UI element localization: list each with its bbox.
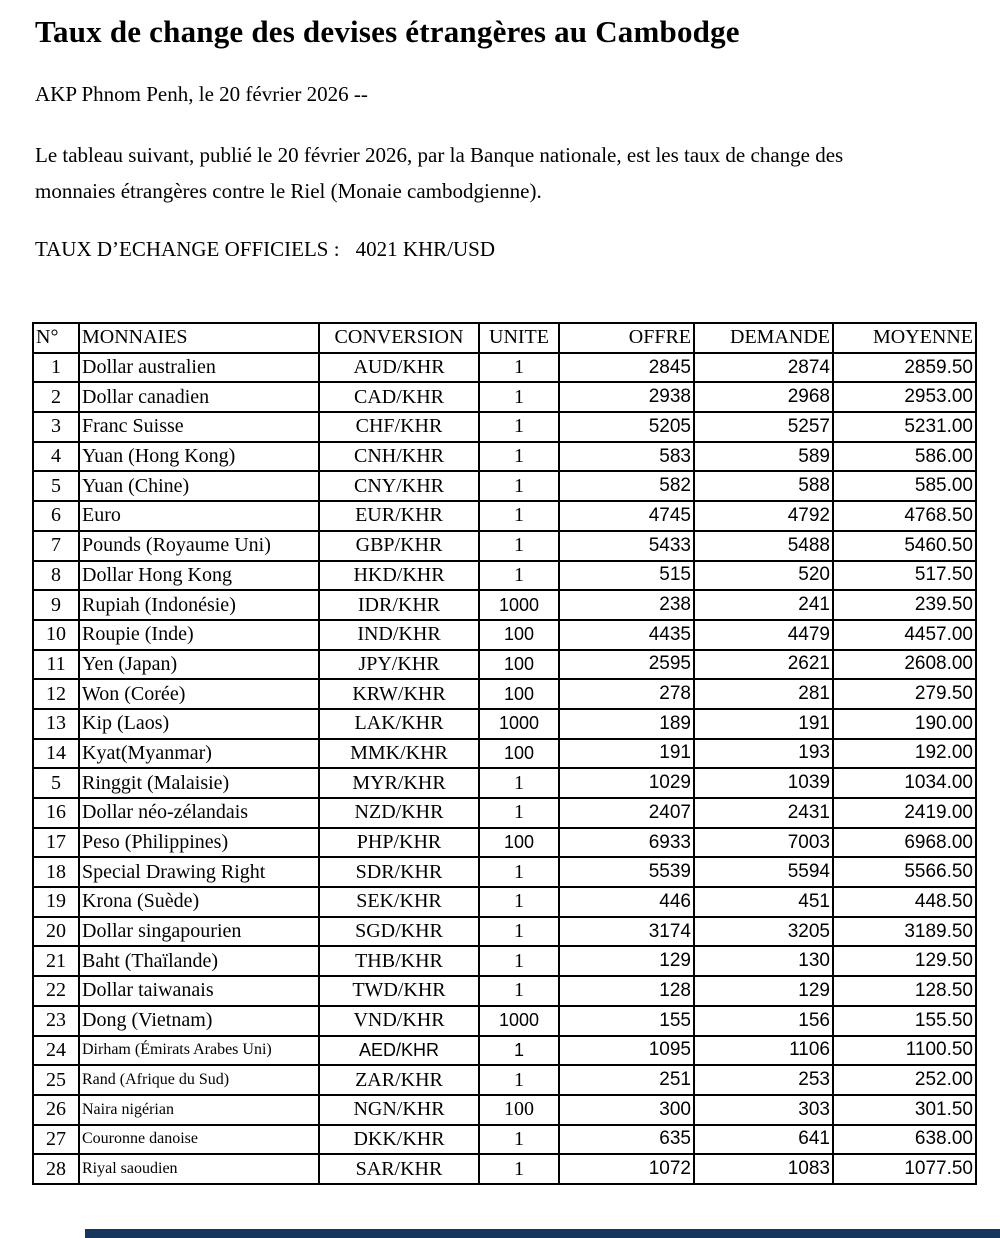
- page-bottom-bar: [85, 1229, 1000, 1238]
- cell-unit: 1: [479, 531, 559, 561]
- table-row: [33, 501, 976, 531]
- cell-offre: 635: [559, 1125, 694, 1155]
- official-rate-label: TAUX D’ECHANGE OFFICIELS :: [35, 237, 340, 261]
- cell-currency-name: Dollar néo-zélandais: [79, 798, 319, 828]
- cell-no: 16: [33, 798, 79, 828]
- cell-offre: 300: [559, 1095, 694, 1125]
- cell-currency-name: Yuan (Chine): [79, 471, 319, 501]
- cell-currency-name: Baht (Thaïlande): [79, 946, 319, 976]
- cell-moyenne: 1034.00: [833, 768, 976, 798]
- cell-conversion: CAD/KHR: [319, 382, 479, 412]
- cell-unit: 1: [479, 353, 559, 383]
- cell-demande: 2874: [694, 353, 833, 383]
- cell-conversion: CNH/KHR: [319, 442, 479, 472]
- cell-conversion: SDR/KHR: [319, 857, 479, 887]
- cell-unit: 1: [479, 946, 559, 976]
- table-row: [33, 679, 976, 709]
- cell-no: 20: [33, 917, 79, 947]
- cell-moyenne: 517.50: [833, 561, 976, 591]
- cell-conversion: MYR/KHR: [319, 768, 479, 798]
- column-header: OFFRE: [559, 323, 694, 353]
- cell-no: 25: [33, 1065, 79, 1095]
- cell-demande: 5488: [694, 531, 833, 561]
- cell-offre: 2845: [559, 353, 694, 383]
- cell-unit: 1: [479, 382, 559, 412]
- cell-offre: 128: [559, 976, 694, 1006]
- cell-unit: 1: [479, 442, 559, 472]
- cell-unit: 100: [479, 650, 559, 680]
- cell-conversion: SEK/KHR: [319, 887, 479, 917]
- table-row: [33, 798, 976, 828]
- cell-unit: 1: [479, 1154, 559, 1184]
- cell-no: 13: [33, 709, 79, 739]
- cell-conversion: GBP/KHR: [319, 531, 479, 561]
- cell-unit: 1: [479, 412, 559, 442]
- table-row: [33, 561, 976, 591]
- cell-demande: 303: [694, 1095, 833, 1125]
- cell-currency-name: Special Drawing Right: [79, 857, 319, 887]
- cell-currency-name: Couronne danoise: [79, 1125, 319, 1155]
- cell-currency-name: Yen (Japan): [79, 650, 319, 680]
- cell-moyenne: 6968.00: [833, 828, 976, 858]
- cell-conversion: EUR/KHR: [319, 501, 479, 531]
- table-row: [33, 620, 976, 650]
- cell-offre: 189: [559, 709, 694, 739]
- cell-moyenne: 279.50: [833, 679, 976, 709]
- cell-unit: 100: [479, 828, 559, 858]
- cell-currency-name: Rupiah (Indonésie): [79, 590, 319, 620]
- table-header-row: [33, 323, 976, 353]
- cell-no: 21: [33, 946, 79, 976]
- cell-offre: 129: [559, 946, 694, 976]
- cell-conversion: AED/KHR: [319, 1036, 479, 1066]
- table-row: [33, 1036, 976, 1066]
- cell-currency-name: Krona (Suède): [79, 887, 319, 917]
- column-header: MONNAIES: [79, 323, 319, 353]
- cell-offre: 446: [559, 887, 694, 917]
- cell-demande: 130: [694, 946, 833, 976]
- cell-unit: 1: [479, 471, 559, 501]
- cell-moyenne: 1100.50: [833, 1036, 976, 1066]
- cell-demande: 520: [694, 561, 833, 591]
- cell-demande: 1083: [694, 1154, 833, 1184]
- table-row: [33, 471, 976, 501]
- cell-unit: 1: [479, 976, 559, 1006]
- cell-unit: 1000: [479, 590, 559, 620]
- cell-offre: 582: [559, 471, 694, 501]
- table-row: [33, 1125, 976, 1155]
- cell-offre: 5205: [559, 412, 694, 442]
- cell-no: 8: [33, 561, 79, 591]
- cell-currency-name: Dirham (Émirats Arabes Uni): [79, 1036, 319, 1066]
- cell-unit: 1: [479, 1125, 559, 1155]
- cell-offre: 155: [559, 1006, 694, 1036]
- table-row: [33, 828, 976, 858]
- cell-unit: 1000: [479, 709, 559, 739]
- cell-currency-name: Dollar Hong Kong: [79, 561, 319, 591]
- table-row: [33, 709, 976, 739]
- table-row: [33, 768, 976, 798]
- cell-unit: 1: [479, 857, 559, 887]
- cell-moyenne: 128.50: [833, 976, 976, 1006]
- table-row: [33, 946, 976, 976]
- cell-currency-name: Yuan (Hong Kong): [79, 442, 319, 472]
- cell-moyenne: 301.50: [833, 1095, 976, 1125]
- table-row: [33, 650, 976, 680]
- cell-no: 23: [33, 1006, 79, 1036]
- cell-moyenne: 2608.00: [833, 650, 976, 680]
- cell-demande: 588: [694, 471, 833, 501]
- cell-offre: 1072: [559, 1154, 694, 1184]
- cell-unit: 100: [479, 739, 559, 769]
- cell-no: 3: [33, 412, 79, 442]
- cell-unit: 1: [479, 768, 559, 798]
- intro-paragraph-line-1: Le tableau suivant, publié le 20 février 2026, par la Banque nationale, est les taux de change des: [35, 143, 844, 167]
- cell-moyenne: 5566.50: [833, 857, 976, 887]
- dateline: AKP Phnom Penh, le 20 février 2026 --: [35, 82, 368, 106]
- cell-unit: 1: [479, 887, 559, 917]
- cell-moyenne: 2859.50: [833, 353, 976, 383]
- cell-moyenne: 192.00: [833, 739, 976, 769]
- cell-demande: 129: [694, 976, 833, 1006]
- cell-no: 19: [33, 887, 79, 917]
- cell-offre: 1095: [559, 1036, 694, 1066]
- cell-no: 28: [33, 1154, 79, 1184]
- table-row: [33, 1006, 976, 1036]
- cell-currency-name: Dong (Vietnam): [79, 1006, 319, 1036]
- cell-moyenne: 2953.00: [833, 382, 976, 412]
- cell-currency-name: Riyal saoudien: [79, 1154, 319, 1184]
- cell-offre: 191: [559, 739, 694, 769]
- cell-unit: 1: [479, 917, 559, 947]
- cell-moyenne: 1077.50: [833, 1154, 976, 1184]
- cell-no: 7: [33, 531, 79, 561]
- cell-conversion: IND/KHR: [319, 620, 479, 650]
- cell-unit: 100: [479, 1095, 559, 1125]
- cell-currency-name: Franc Suisse: [79, 412, 319, 442]
- cell-unit: 1: [479, 1036, 559, 1066]
- cell-unit: 100: [479, 679, 559, 709]
- cell-demande: 7003: [694, 828, 833, 858]
- cell-no: 18: [33, 857, 79, 887]
- table-row: [33, 739, 976, 769]
- cell-currency-name: Naira nigérian: [79, 1095, 319, 1125]
- cell-no: 2: [33, 382, 79, 412]
- cell-conversion: NZD/KHR: [319, 798, 479, 828]
- cell-currency-name: Won (Corée): [79, 679, 319, 709]
- cell-demande: 5594: [694, 857, 833, 887]
- cell-conversion: DKK/KHR: [319, 1125, 479, 1155]
- column-header: UNITE: [479, 323, 559, 353]
- cell-moyenne: 638.00: [833, 1125, 976, 1155]
- cell-offre: 1029: [559, 768, 694, 798]
- cell-currency-name: Euro: [79, 501, 319, 531]
- cell-demande: 451: [694, 887, 833, 917]
- cell-offre: 4435: [559, 620, 694, 650]
- cell-offre: 238: [559, 590, 694, 620]
- cell-offre: 6933: [559, 828, 694, 858]
- cell-offre: 2938: [559, 382, 694, 412]
- cell-conversion: NGN/KHR: [319, 1095, 479, 1125]
- table-row: [33, 1095, 976, 1125]
- table-row: [33, 857, 976, 887]
- cell-demande: 191: [694, 709, 833, 739]
- cell-no: 6: [33, 501, 79, 531]
- cell-no: 22: [33, 976, 79, 1006]
- cell-conversion: TWD/KHR: [319, 976, 479, 1006]
- cell-demande: 2621: [694, 650, 833, 680]
- table-row: [33, 976, 976, 1006]
- cell-no: 4: [33, 442, 79, 472]
- exchange-rate-table: [32, 322, 977, 1185]
- cell-conversion: SAR/KHR: [319, 1154, 479, 1184]
- cell-offre: 4745: [559, 501, 694, 531]
- cell-unit: 1: [479, 501, 559, 531]
- cell-currency-name: Kip (Laos): [79, 709, 319, 739]
- cell-demande: 281: [694, 679, 833, 709]
- cell-moyenne: 252.00: [833, 1065, 976, 1095]
- cell-demande: 4792: [694, 501, 833, 531]
- cell-currency-name: Dollar taiwanais: [79, 976, 319, 1006]
- cell-demande: 241: [694, 590, 833, 620]
- cell-conversion: SGD/KHR: [319, 917, 479, 947]
- table-row: [33, 1154, 976, 1184]
- cell-moyenne: 155.50: [833, 1006, 976, 1036]
- cell-no: 12: [33, 679, 79, 709]
- cell-currency-name: Ringgit (Malaisie): [79, 768, 319, 798]
- cell-currency-name: Peso (Philippines): [79, 828, 319, 858]
- cell-conversion: AUD/KHR: [319, 353, 479, 383]
- cell-conversion: PHP/KHR: [319, 828, 479, 858]
- table-body: [33, 353, 976, 1184]
- cell-offre: 278: [559, 679, 694, 709]
- cell-demande: 589: [694, 442, 833, 472]
- cell-no: 27: [33, 1125, 79, 1155]
- cell-demande: 2968: [694, 382, 833, 412]
- cell-moyenne: 2419.00: [833, 798, 976, 828]
- cell-demande: 2431: [694, 798, 833, 828]
- official-rate-line: [35, 237, 1000, 262]
- cell-no: 14: [33, 739, 79, 769]
- cell-unit: 1: [479, 798, 559, 828]
- cell-conversion: CHF/KHR: [319, 412, 479, 442]
- cell-demande: 193: [694, 739, 833, 769]
- cell-demande: 5257: [694, 412, 833, 442]
- cell-unit: 100: [479, 620, 559, 650]
- cell-no: 1: [33, 353, 79, 383]
- cell-conversion: LAK/KHR: [319, 709, 479, 739]
- table-row: [33, 353, 976, 383]
- table-row: [33, 1065, 976, 1095]
- cell-currency-name: Pounds (Royaume Uni): [79, 531, 319, 561]
- cell-no: 5: [33, 471, 79, 501]
- cell-moyenne: 3189.50: [833, 917, 976, 947]
- table-row: [33, 382, 976, 412]
- cell-conversion: THB/KHR: [319, 946, 479, 976]
- cell-currency-name: Dollar canadien: [79, 382, 319, 412]
- column-header: DEMANDE: [694, 323, 833, 353]
- cell-moyenne: 239.50: [833, 590, 976, 620]
- table-row: [33, 917, 976, 947]
- cell-demande: 4479: [694, 620, 833, 650]
- column-header: CONVERSION: [319, 323, 479, 353]
- cell-currency-name: Dollar australien: [79, 353, 319, 383]
- cell-moyenne: 5231.00: [833, 412, 976, 442]
- cell-offre: 5539: [559, 857, 694, 887]
- cell-offre: 251: [559, 1065, 694, 1095]
- cell-conversion: IDR/KHR: [319, 590, 479, 620]
- table-row: [33, 590, 976, 620]
- cell-currency-name: Rand (Afrique du Sud): [79, 1065, 319, 1095]
- cell-demande: 253: [694, 1065, 833, 1095]
- table-row: [33, 442, 976, 472]
- cell-no: 26: [33, 1095, 79, 1125]
- cell-offre: 3174: [559, 917, 694, 947]
- cell-moyenne: 4768.50: [833, 501, 976, 531]
- cell-conversion: ZAR/KHR: [319, 1065, 479, 1095]
- cell-offre: 2407: [559, 798, 694, 828]
- cell-offre: 5433: [559, 531, 694, 561]
- intro-paragraph-line-2: monnaies étrangères contre le Riel (Monaie cambodgienne).: [35, 179, 542, 203]
- cell-unit: 1: [479, 561, 559, 591]
- cell-conversion: JPY/KHR: [319, 650, 479, 680]
- cell-moyenne: 190.00: [833, 709, 976, 739]
- cell-moyenne: 5460.50: [833, 531, 976, 561]
- cell-no: 10: [33, 620, 79, 650]
- intro-paragraph: [35, 137, 1000, 209]
- cell-currency-name: Roupie (Inde): [79, 620, 319, 650]
- cell-demande: 1039: [694, 768, 833, 798]
- cell-demande: 3205: [694, 917, 833, 947]
- cell-conversion: HKD/KHR: [319, 561, 479, 591]
- cell-moyenne: 586.00: [833, 442, 976, 472]
- cell-demande: 156: [694, 1006, 833, 1036]
- cell-moyenne: 129.50: [833, 946, 976, 976]
- cell-demande: 1106: [694, 1036, 833, 1066]
- cell-moyenne: 4457.00: [833, 620, 976, 650]
- cell-conversion: VND/KHR: [319, 1006, 479, 1036]
- cell-conversion: MMK/KHR: [319, 739, 479, 769]
- cell-conversion: KRW/KHR: [319, 679, 479, 709]
- cell-currency-name: Kyat(Myanmar): [79, 739, 319, 769]
- cell-offre: 583: [559, 442, 694, 472]
- cell-offre: 515: [559, 561, 694, 591]
- column-header: MOYENNE: [833, 323, 976, 353]
- cell-unit: 1000: [479, 1006, 559, 1036]
- cell-no: 24: [33, 1036, 79, 1066]
- table-row: [33, 531, 976, 561]
- cell-demande: 641: [694, 1125, 833, 1155]
- page-title: Taux de change des devises étrangères au Cambodge: [35, 14, 740, 49]
- table-row: [33, 887, 976, 917]
- cell-no: 5: [33, 768, 79, 798]
- cell-conversion: CNY/KHR: [319, 471, 479, 501]
- column-header: N°: [33, 323, 79, 353]
- cell-unit: 1: [479, 1065, 559, 1095]
- cell-moyenne: 448.50: [833, 887, 976, 917]
- table-row: [33, 412, 976, 442]
- cell-no: 17: [33, 828, 79, 858]
- official-rate-value: 4021 KHR/USD: [355, 237, 495, 261]
- cell-moyenne: 585.00: [833, 471, 976, 501]
- cell-no: 9: [33, 590, 79, 620]
- cell-no: 11: [33, 650, 79, 680]
- cell-offre: 2595: [559, 650, 694, 680]
- cell-currency-name: Dollar singapourien: [79, 917, 319, 947]
